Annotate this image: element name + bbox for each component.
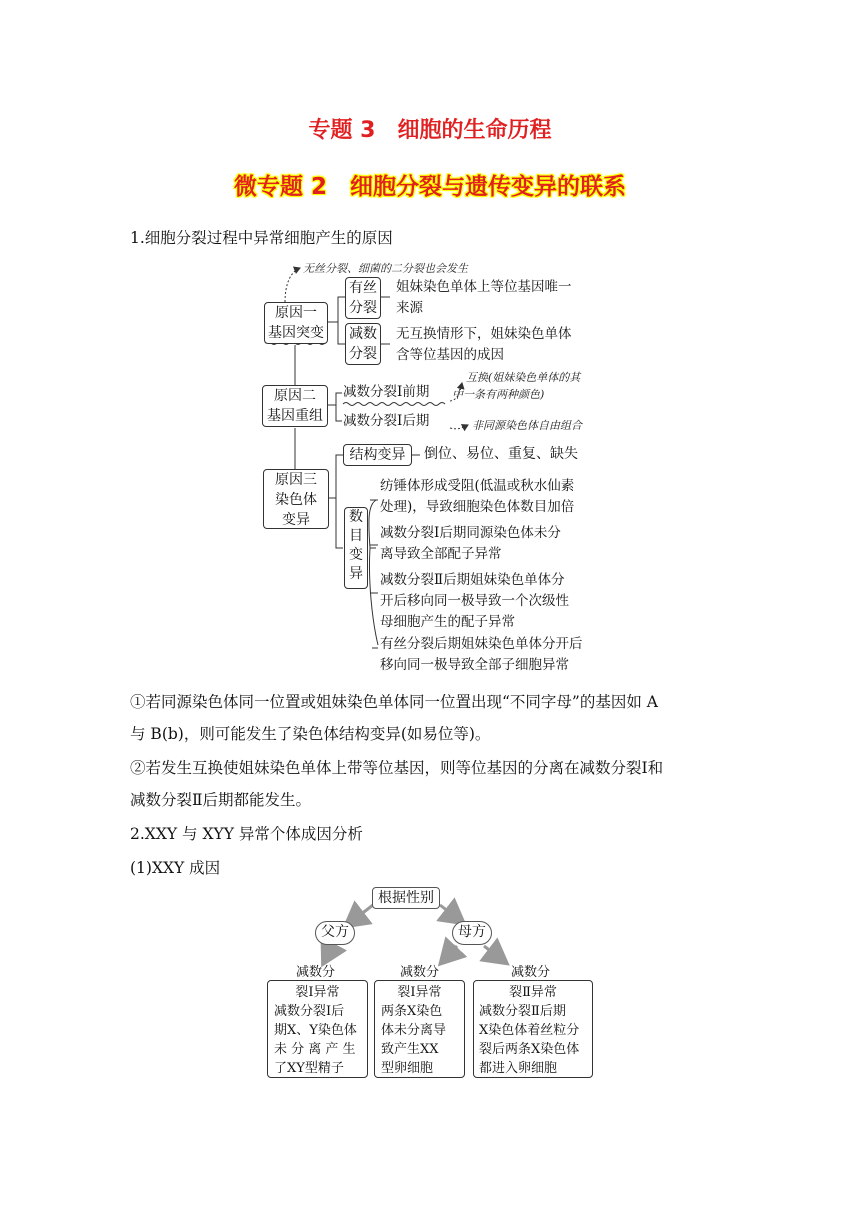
page-subtitle: 微专题 2 细胞分裂与遗传变异的联系: [233, 174, 626, 200]
mother-box: 母方: [452, 921, 492, 945]
box3-line-2: X染色体着丝粒分: [479, 1023, 580, 1038]
cause1-meiosis-text-1: 无互换情形下，姐妹染色单体: [396, 326, 572, 342]
cause1-mitosis-text-1: 姐妹染色单体上等位基因唯一: [396, 279, 572, 295]
root-box: 根据性别: [372, 887, 440, 909]
numerical-item-1-line-2: 处理)，导致细胞染色体数目加倍: [380, 499, 575, 515]
cause2-item2: 减数分裂Ⅰ后期: [343, 413, 430, 429]
box1-line-2: 期X、Y染色体: [274, 1023, 357, 1038]
page-title: 专题 3 细胞的生命历程: [308, 118, 552, 143]
section2-heading: 2.XXY 与 XYY 异常个体成因分析: [130, 825, 363, 843]
numerical-item-3-line-1: 减数分裂Ⅱ后期姐妹染色单体分: [380, 572, 565, 588]
mother-meiosis2-box: [473, 980, 593, 1078]
box2-line-2: 体未分离导: [381, 1023, 447, 1038]
box2-line-4: 型卵细胞: [381, 1061, 434, 1076]
section2-subheading: (1)XXY 成因: [130, 859, 221, 877]
note-1-line-2: 与 B(b)，则可能发生了染色体结构变异(如易位等)。: [130, 725, 491, 743]
cause1-box: 原因一 基因突变: [264, 302, 328, 344]
box2-line-1: 两条X染色: [381, 1004, 443, 1019]
numerical-item-4-line-1: 有丝分裂后期姐妹染色单体分开后: [380, 636, 583, 652]
box3-title-1: 减数分: [511, 965, 551, 980]
cause1-mitosis-box: 有丝 分裂: [345, 277, 381, 319]
mother-meiosis1-box: [374, 980, 465, 1078]
numerical-item-2-line-1: 减数分裂Ⅰ后期同源染色体未分: [380, 525, 561, 541]
numerical-item-2-line-2: 离导致全部配子异常: [380, 546, 502, 562]
cause1-meiosis-text-2: 含等位基因的成因: [396, 347, 504, 363]
cause3-box: 原因三 染色体 变异: [263, 469, 329, 529]
box2-title-2: 裂Ⅰ异常: [397, 985, 442, 1000]
numerical-item-1-line-1: 纺锤体形成受阻(低温或秋水仙素: [380, 478, 575, 494]
box1-title-1: 减数分: [296, 965, 336, 980]
cause2-box: 原因二 基因重组: [262, 385, 328, 427]
father-box: 父方: [315, 921, 355, 945]
numerical-item-3-line-2: 开后移向同一极导致一个次级性: [380, 593, 569, 609]
note-1-line-1: ①若同源染色体同一位置或姐妹染色单体同一位置出现“不同字母”的基因如 A: [130, 693, 658, 711]
cause1-meiosis-box: 减数 分裂: [345, 323, 381, 365]
structural-variation-text: 倒位、易位、重复、缺失: [424, 446, 578, 462]
box1-line-4: 了XY型精子: [274, 1061, 344, 1076]
cause2-item2-note: 非同源染色体自由组合: [472, 419, 582, 432]
cause2-item1-note-2: 中一条有两种颜色): [452, 388, 545, 401]
section1-heading: 1.细胞分裂过程中异常细胞产生的原因: [130, 229, 393, 247]
note-2-line-1: ②若发生互换使姐妹染色单体上带等位基因，则等位基因的分离在减数分裂Ⅰ和: [130, 759, 664, 777]
box3-title-2: 裂Ⅱ异常: [509, 985, 557, 1000]
box1-title-2: 裂Ⅰ异常: [295, 985, 340, 1000]
box3-line-4: 都进入卵细胞: [479, 1061, 558, 1076]
note-2-line-2: 减数分裂Ⅱ后期都能发生。: [130, 791, 312, 809]
box3-line-1: 减数分裂Ⅱ后期: [479, 1004, 566, 1019]
numerical-variation-box: 数 目 变 异: [344, 507, 368, 589]
cause2-item1: 减数分裂Ⅰ前期: [343, 384, 430, 400]
numerical-item-3-line-3: 母细胞产生的配子异常: [380, 614, 515, 630]
father-meiosis1-box: [267, 980, 368, 1078]
box3-line-3: 裂后两条X染色体: [479, 1042, 580, 1057]
box2-title-1: 减数分: [400, 965, 440, 980]
numerical-item-4-line-2: 移向同一极导致全部子细胞异常: [380, 657, 569, 673]
box1-line-3: 未 分 离 产 生: [274, 1042, 356, 1057]
structural-variation-box: 结构变异: [343, 444, 412, 466]
cause2-item1-note-1: 互换(姐妹染色单体的其: [466, 371, 581, 384]
note-amitosis: 无丝分裂、细菌的二分裂也会发生: [303, 262, 468, 275]
box1-line-1: 减数分裂Ⅰ后: [274, 1004, 345, 1019]
cause1-mitosis-text-2: 来源: [396, 300, 423, 316]
box2-line-3: 致产生XX: [381, 1042, 439, 1057]
